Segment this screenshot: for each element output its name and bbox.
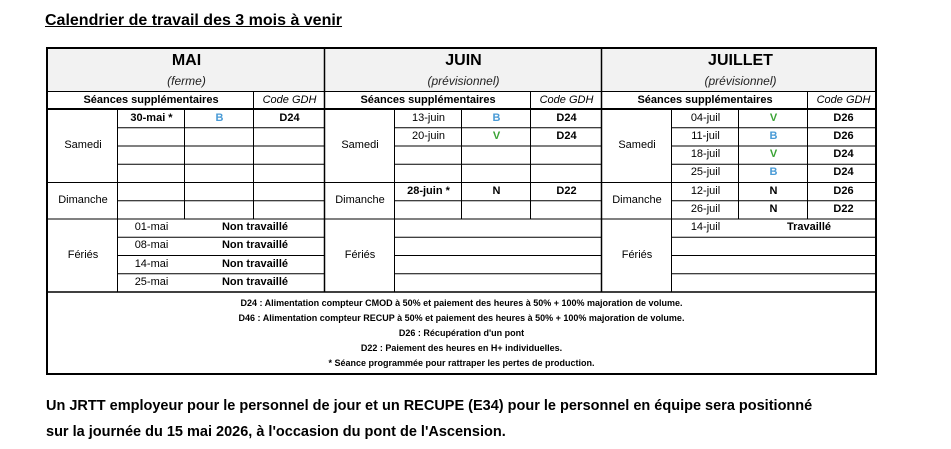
holiday-status: Non travaillé — [221, 221, 289, 234]
holiday-date: 25-mai — [134, 275, 169, 288]
header-code-gdh: Code GDH — [816, 93, 871, 106]
code-gdh: D24 — [833, 148, 854, 161]
header-code-gdh: Code GDH — [539, 93, 594, 106]
category-dimanche: Dimanche — [612, 193, 662, 206]
seance-date: 12-juil — [690, 184, 721, 197]
category-samedi: Samedi — [618, 139, 656, 151]
month-subtitle: (prévisionnel) — [427, 74, 500, 88]
legend-line: D24 : Alimentation compteur CMOD à 50% et paiement des heures à 50% + 100% majoration de volume. — [240, 297, 683, 308]
seance-date: 20-juin — [411, 129, 446, 142]
shift-letter: B — [492, 111, 501, 124]
holiday-date: 01-mai — [134, 221, 169, 234]
seance-date: 30-mai * — [130, 111, 173, 124]
legend-line: * Séance programmée pour rattraper les pertes de production. — [328, 357, 595, 368]
shift-letter: N — [492, 184, 501, 197]
header-seances: Séances supplémentaires — [637, 93, 773, 106]
category-samedi: Samedi — [341, 139, 379, 151]
legend-line: D22 : Paiement des heures en H+ individuelles. — [360, 342, 563, 353]
holiday-date: 08-mai — [134, 239, 169, 252]
header-code-gdh: Code GDH — [262, 93, 317, 106]
month-subtitle: (ferme) — [167, 74, 206, 88]
seance-date: 25-juil — [690, 166, 721, 179]
legend-line: D46 : Alimentation compteur RECUP à 50% et paiement des heures à 50% + 100% majoration de volume. — [238, 312, 685, 323]
calendar-table — [46, 47, 877, 375]
code-gdh: D26 — [833, 184, 854, 197]
seance-date: 18-juil — [690, 148, 721, 161]
month-name: JUILLET — [708, 52, 773, 69]
page-title: Calendrier de travail des 3 mois à venir — [45, 12, 343, 29]
category-feries: Fériés — [67, 248, 99, 261]
category-dimanche: Dimanche — [335, 193, 385, 206]
category-samedi: Samedi — [64, 139, 102, 151]
shift-letter: V — [769, 148, 778, 161]
holiday-status: Non travaillé — [221, 239, 289, 252]
shift-letter: V — [492, 129, 501, 142]
shift-letter: B — [769, 129, 778, 142]
header-seances: Séances supplémentaires — [83, 93, 219, 106]
code-gdh: D24 — [279, 111, 300, 124]
holiday-status: Travaillé — [786, 221, 832, 234]
category-feries: Fériés — [344, 248, 376, 261]
code-gdh: D22 — [833, 202, 854, 215]
legend-line: D26 : Récupération d'un pont — [398, 327, 525, 338]
month-name: MAI — [171, 52, 202, 69]
seance-date: 26-juil — [690, 202, 721, 215]
shift-letter: N — [769, 184, 778, 197]
holiday-status: Non travaillé — [221, 275, 289, 288]
header-seances: Séances supplémentaires — [360, 93, 496, 106]
shift-letter: B — [769, 166, 778, 179]
code-gdh: D24 — [556, 129, 577, 142]
code-gdh: D22 — [556, 184, 577, 197]
seance-date: 28-juin * — [407, 184, 450, 197]
seance-date: 13-juin — [411, 111, 446, 124]
month-subtitle: (prévisionnel) — [704, 74, 777, 88]
code-gdh: D26 — [833, 129, 854, 142]
category-dimanche: Dimanche — [58, 193, 108, 206]
shift-letter: B — [215, 111, 224, 124]
code-gdh: D24 — [833, 166, 854, 179]
holiday-date: 14-juil — [690, 221, 721, 234]
seance-date: 04-juil — [690, 111, 721, 124]
footer-line-2: sur la journée du 15 mai 2026, à l'occasion du pont de l'Ascension. — [46, 424, 506, 440]
shift-letter: N — [769, 202, 778, 215]
code-gdh: D26 — [833, 111, 854, 124]
month-name: JUIN — [445, 52, 482, 69]
seance-date: 11-juil — [691, 129, 720, 142]
holiday-status: Non travaillé — [221, 257, 289, 270]
footer-line-1: Un JRTT employeur pour le personnel de jour et un RECUPE (E34) pour le personnel en équipe sera positionné — [46, 398, 813, 414]
shift-letter: V — [769, 111, 778, 124]
holiday-date: 14-mai — [134, 257, 169, 270]
code-gdh: D24 — [556, 111, 577, 124]
category-feries: Fériés — [621, 248, 653, 261]
